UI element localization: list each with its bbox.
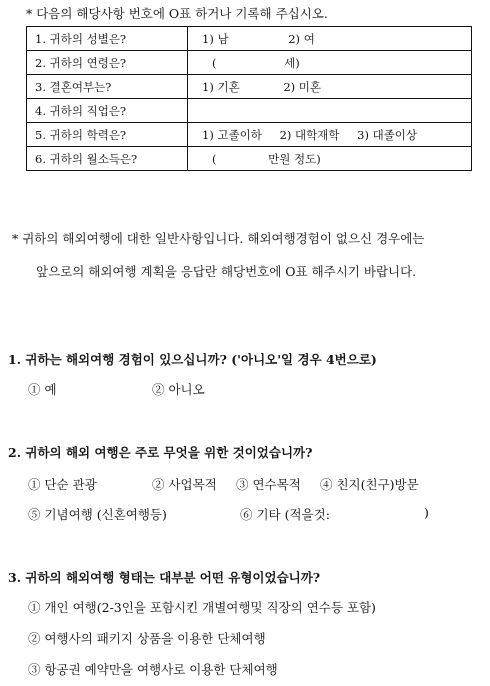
option-married[interactable]: 1) 기혼 (202, 79, 240, 94)
question-1-title: 1. 귀하는 해외여행 경험이 있으십니까? ('아니오'일 경우 4번으로) (8, 352, 377, 367)
q1-option-yes[interactable]: ① 예 (28, 382, 57, 397)
q2-option-business[interactable]: ② 사업목적 (152, 477, 217, 492)
q2-option-training[interactable]: ③ 연수목적 (236, 477, 301, 492)
notice-line-2: 앞으로의 해외여행 계획을 응답란 해당번호에 O표 해주시기 바랍니다. (36, 264, 417, 279)
table-row (27, 99, 472, 123)
option-highschool[interactable]: 1) 고졸이하 (202, 127, 262, 142)
answer-cell[interactable] (188, 123, 472, 147)
q2-option-sightseeing[interactable]: ① 단순 관광 (28, 477, 97, 492)
option-female[interactable]: 2) 여 (288, 31, 315, 46)
option-single[interactable]: 2) 미혼 (283, 79, 322, 94)
q2-option-commemorative[interactable]: ⑤ 기념여행 (신혼여행등) (28, 507, 167, 522)
table-row (27, 75, 472, 99)
q2-option-visit-relatives[interactable]: ④ 친지(친구)방문 (320, 477, 419, 492)
q2-option-other[interactable]: ⑥ 기타 (적을것: (240, 507, 330, 522)
question-income: 6. 귀하의 월소득은? (27, 147, 188, 171)
income-unit: 만원 정도) (268, 151, 321, 166)
table-row (27, 27, 472, 51)
answer-cell[interactable] (188, 27, 472, 51)
question-gender: 1. 귀하의 성별은? (27, 27, 188, 51)
option-college-graduate[interactable]: 3) 대졸이상 (357, 127, 418, 142)
table-row (27, 147, 472, 171)
table-row (27, 51, 472, 75)
respondent-info-table (26, 26, 472, 171)
instruction-text: * 다음의 해당사항 번호에 O표 하거나 기록해 주십시오. (26, 6, 328, 21)
answer-cell[interactable] (188, 75, 472, 99)
paren-close: ) (424, 505, 429, 520)
q3-option-individual[interactable]: ① 개인 여행(2-3인을 포함시킨 개별여행및 직장의 연수등 포함) (28, 600, 376, 615)
question-education: 5. 귀하의 학력은? (27, 123, 188, 147)
notice-line-1: * 귀하의 해외여행에 대한 일반사항입니다. 해외여행경험이 없으신 경우에는 (12, 231, 425, 246)
option-college-enrolled[interactable]: 2) 대학재학 (279, 127, 340, 142)
question-marital: 3. 결혼여부는? (27, 75, 188, 99)
question-age: 2. 귀하의 연령은? (27, 51, 188, 75)
paren-open: ( (212, 151, 217, 166)
income-answer-cell[interactable] (188, 147, 472, 171)
option-male[interactable]: 1) 남 (202, 31, 229, 46)
occupation-answer-cell[interactable] (188, 99, 472, 123)
q1-option-no[interactable]: ② 아니오 (152, 382, 205, 397)
question-3-title: 3. 귀하의 해외여행 형태는 대부분 어떤 유형이었습니까? (8, 570, 321, 585)
age-unit: 세) (284, 55, 300, 70)
question-2-title: 2. 귀하의 해외 여행은 주로 무엇을 위한 것이었습니까? (8, 445, 313, 460)
table-row (27, 123, 472, 147)
age-answer-cell[interactable] (188, 51, 472, 75)
paren-open: ( (212, 55, 217, 70)
q3-option-ticket-only[interactable]: ③ 항공권 예약만을 여행사로 이용한 단체여행 (28, 662, 278, 677)
question-occupation: 4. 귀하의 직업은? (27, 99, 188, 123)
q3-option-package-tour[interactable]: ② 여행사의 패키지 상품을 이용한 단체여행 (28, 631, 266, 646)
